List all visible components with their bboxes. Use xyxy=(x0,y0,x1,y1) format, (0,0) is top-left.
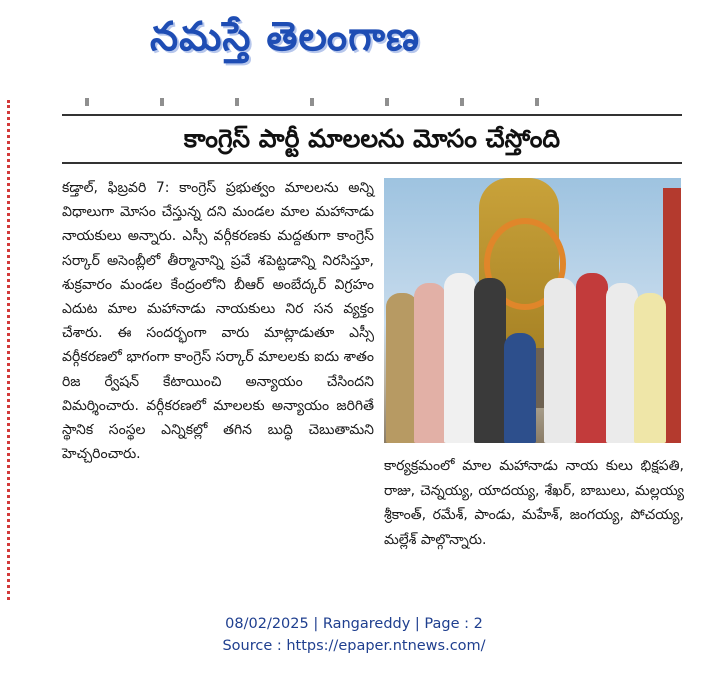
clipping-border xyxy=(7,100,10,600)
news-photo xyxy=(384,178,681,443)
person xyxy=(634,293,666,443)
person xyxy=(576,273,608,443)
person xyxy=(414,283,446,443)
article-headline: కాంగ్రెస్ పార్టీ మాలలను మోసం చేస్తోంది xyxy=(183,124,561,153)
photo-caption: కార్యక్రమంలో మాల మహానాడు నాయ కులు భిక్షపతి, రాజు, చెన్నయ్య, యాదయ్య, శేఖర్, బాబులు, మల్లయ్య శ్రీకాంత్, రమేశ్, పాండు, మహేశ్, జంగయ్య, పోచయ్య, మల్లేశ్ పాల్గొన్నారు. xyxy=(384,458,684,548)
clipped-previous-line xyxy=(85,98,575,106)
article-body: కడ్తాల్, ఫిబ్రవరి 7: కాంగ్రెస్ ప్రభుత్వం మాలలను అన్ని విధాలుగా మోసం చేస్తున్న దని మండల మాల మహానాడు నాయకులు అన్నారు. ఎస్సీ వర్గీకరణకు మద్దతుగా కాంగ్రెస్ సర్కార్ అసెంబ్లీలో తీర్మానాన్ని ప్రవే శపెట్టడాన్ని నిరసిస్తూ, శుక్రవారం మండల కేంద్రంలోని బీఆర్ అంబేద్కర్ విగ్రహం ఎదుట మాల మహానాడు నాయకులు నిర సన వ్యక్తం చేశారు. ఈ సందర్భంగా వారు మాట్లాడుతూ ఎస్సీ వర్గీకరణలో భాగంగా కాంగ్రెస్ సర్కార్ మాలలకు ఐదు శాతం రిజ ర్వేషన్ కేటాయించి అన్యాయం చేసిందని విమర్శించారు. వర్గీకరణలో మాలలకు అన్యాయం జరిగితే స్థానిక సంస్థల ఎన్నికల్లో తగిన బుద్ధి చెబుతామని హెచ్చరించారు. xyxy=(62,180,374,463)
group-of-people xyxy=(384,238,681,443)
footer-source: Source : https://epaper.ntnews.com/ xyxy=(222,638,486,654)
person xyxy=(544,278,576,443)
person xyxy=(504,333,536,443)
footer-date-edition: 08/02/2025 | Rangareddy | Page : 2 xyxy=(225,616,483,632)
headline-top-rule xyxy=(62,114,682,116)
newspaper-masthead: నమస్తే తెలంగాణ xyxy=(150,13,421,60)
headline-bottom-rule xyxy=(62,162,682,164)
person xyxy=(444,273,476,443)
person xyxy=(474,278,506,443)
